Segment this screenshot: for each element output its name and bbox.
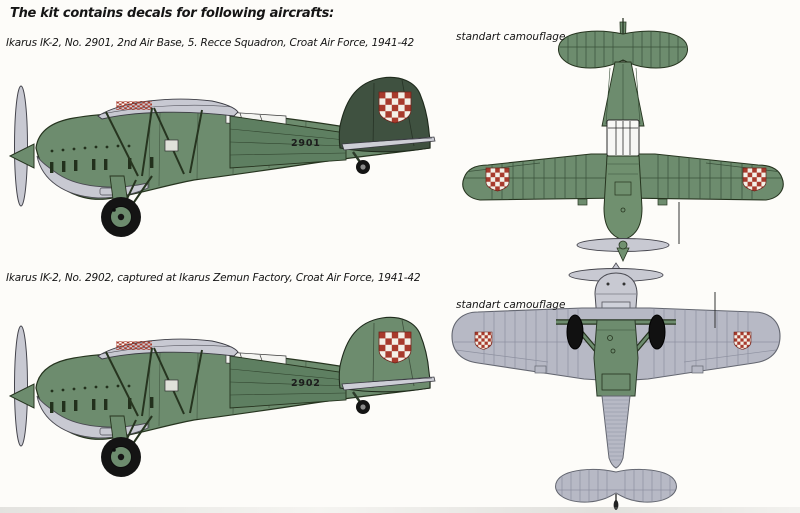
left-wheel (567, 315, 583, 349)
rear-fuselage-under (598, 396, 634, 468)
right-wing-checkerboard (734, 332, 751, 350)
propeller-top (577, 239, 669, 262)
right-wheel (649, 315, 665, 349)
belly-centre-section (594, 320, 638, 396)
left-wing-checkerboard (486, 168, 509, 191)
page-title: The kit contains decals for following aircrafts: (10, 6, 334, 21)
aircraft-side-profile-2902 (2, 296, 437, 501)
spinner (617, 248, 629, 261)
left-wing-checkerboard (475, 332, 492, 350)
bottom-view-label: standart camouflage (456, 299, 566, 311)
profile-2-caption: Ikarus IK-2, No. 2902, captured at Ikarus Zemun Factory, Croat Air Force, 1941-42 (6, 272, 421, 284)
aircraft-side-profile-2901 (2, 56, 437, 261)
aircraft-top-view (440, 16, 800, 264)
right-wing-checkerboard (743, 168, 766, 191)
canopy (607, 120, 639, 156)
aircraft-bottom-view (438, 262, 800, 512)
profile-1-caption: Ikarus IK-2, No. 2901, 2nd Air Base, 5. Recce Squadron, Croat Air Force, 1941-42 (6, 37, 415, 49)
scan-artifact (0, 507, 800, 513)
forward-fuselage (604, 156, 642, 240)
top-view-label: standart camouflage (456, 31, 566, 43)
fuselage-number: 2901 (291, 138, 321, 149)
fuselage-number: 2902 (291, 378, 321, 389)
rear-fuselage (602, 62, 644, 126)
